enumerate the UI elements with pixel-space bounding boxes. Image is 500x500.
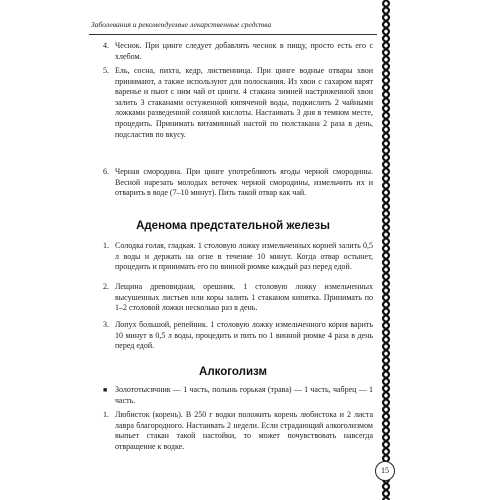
list-item-burdock: [103, 320, 373, 352]
item-number: 3.: [103, 320, 109, 329]
list-item-herbal-mix: [103, 385, 373, 406]
item-text: Солодка голая, гладкая. 1 столовую ложку измельченных корней залить 0,5 л воды и держать на огне в течение 10 минут. Когда отвар остынет, процедить и принимать его по винной рюмке каждый раз перед едой.: [115, 241, 373, 272]
section-heading-prostate: Аденома предстательной железы: [136, 220, 330, 232]
item-text: Чеснок. При цинге следует добавлять чеснок в пищу, просто есть его с хлебом.: [115, 41, 373, 61]
item-number: 1.: [103, 410, 109, 419]
list-item-conifer: [103, 66, 373, 140]
item-text: Ель, сосна, пихта, кедр, лиственница. При цинге водные отвары хвои принимают, а также используют для полоскания. Из хвои с сахаром варят варенье и пьют с ним чай от цинги. 4 стакана зимней настриженной хвои залить 3 стаканами остуженной кипяченой воды, подкислить 2 чайными ложками разведенной соляной кислоты. Настаивать 3 дня в темном месте, процедить. Принимать витаминный настой по полстакана 2 раза в день, подсластив по вкусу.: [115, 66, 373, 139]
item-number: 1.: [103, 241, 109, 250]
page-number-badge: 15: [375, 461, 395, 481]
bullet-square-icon: ■: [103, 386, 108, 394]
list-item-blackcurrant: [103, 167, 373, 199]
decorative-wave-border: [378, 0, 500, 500]
list-item-hazel: [103, 282, 373, 314]
item-text: Лещина древовидная, орешник. 1 столовую ложку измельченных высушенных листьев или коры залить 1 стаканом кипятка. Принимать по 1–2 столовой ложки несколько раз в день.: [115, 282, 373, 313]
item-number: 5.: [103, 66, 109, 75]
section-heading-alcoholism: Алкоголизм: [199, 366, 267, 378]
item-number: 4.: [103, 41, 109, 50]
list-item-lovage: [103, 410, 373, 452]
running-header: Заболевания и рекомендуемые лекарственные средства: [91, 20, 272, 29]
item-text: Лопух большой, репейник. 1 столовую ложку измельченного корня варить 10 минут в 0,5 л воды, процедить и пить по 1 винной рюмке 4 раза в день перед едой.: [115, 320, 373, 351]
list-item-licorice: [103, 241, 373, 273]
item-number: 2.: [103, 282, 109, 291]
item-number: 6.: [103, 167, 109, 176]
item-text: Любисток (корень). В 250 г водки положить корень любистока и 2 листа лавра благородного. Настаивать 2 недели. Если страдающий алкоголизмом выпьет стакан такой настойки, то может почувствовать навсегда отвращение к водке.: [115, 410, 373, 451]
item-text: Золототысячник — 1 часть, полынь горькая (трава) — 1 часть, чабрец — 1 часть.: [115, 385, 373, 405]
item-text: Черная смородина. При цинге употребляють ягоды черной смородины. Весной нарезать молодых веточек черной смородины, измельчить их и отварить в воде (7–10 минут). Пить такой отвар как чай.: [115, 167, 373, 198]
list-item-garlic: [103, 41, 373, 62]
header-divider: [89, 34, 377, 35]
